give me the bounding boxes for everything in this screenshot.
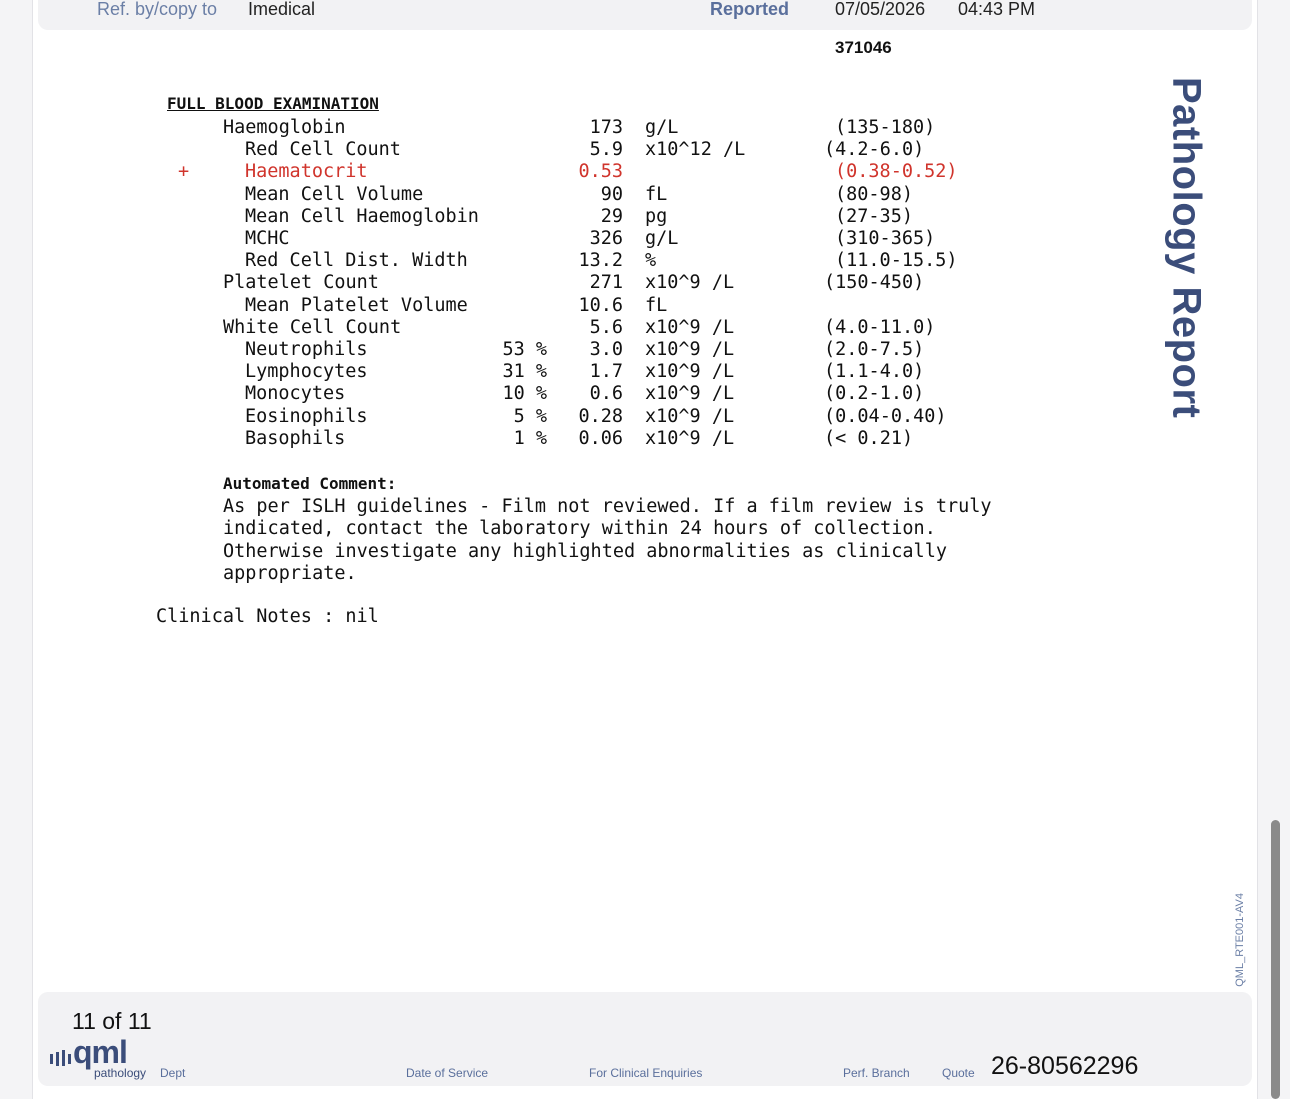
result-row	[0, 317, 1100, 339]
result-reference-range: (< 0.21)	[824, 427, 914, 449]
perf-branch-label: Perf. Branch	[843, 1066, 910, 1080]
result-name: Lymphocytes	[245, 361, 368, 383]
date-of-service-label: Date of Service	[406, 1066, 489, 1080]
result-percent: 10 %	[502, 383, 547, 405]
clinical-enquiries-label: For Clinical Enquiries	[589, 1066, 703, 1080]
result-percent: 5 %	[513, 405, 547, 427]
quote-label: Quote	[942, 1066, 975, 1080]
result-row	[0, 250, 1100, 272]
result-unit: x10^12 /L	[645, 139, 746, 161]
result-row	[0, 428, 1100, 450]
logo-subtext: pathology	[94, 1066, 147, 1080]
comment-title: Automated Comment:	[223, 474, 397, 493]
result-value: 13.2	[578, 250, 623, 272]
lab-number: 371046	[835, 38, 892, 57]
result-reference-range: (0.38-0.52)	[835, 161, 958, 183]
result-reference-range: (80-98)	[835, 183, 913, 205]
result-name: White Cell Count	[223, 316, 402, 338]
result-value: 0.06	[578, 427, 623, 449]
form-code	[1232, 890, 1248, 990]
result-unit: g/L	[645, 117, 679, 138]
result-row	[0, 184, 1100, 206]
result-value: 3.0	[589, 339, 623, 360]
result-name: Haemoglobin	[223, 117, 346, 138]
result-name: Monocytes	[245, 383, 346, 405]
result-unit: g/L	[645, 228, 679, 249]
result-reference-range: (27-35)	[835, 205, 913, 227]
result-name: MCHC	[245, 228, 290, 249]
result-unit: x10^9 /L	[645, 405, 735, 427]
result-name: Red Cell Dist. Width	[245, 250, 468, 272]
result-unit: x10^9 /L	[645, 339, 735, 360]
result-value: 1.7	[589, 361, 623, 383]
result-reference-range: (2.0-7.5)	[824, 339, 925, 360]
result-row	[0, 406, 1100, 428]
result-name: Red Cell Count	[245, 139, 401, 161]
result-reference-range: (135-180)	[835, 117, 936, 138]
logo-mark-icon	[50, 1050, 72, 1066]
result-name: Platelet Count	[223, 272, 379, 294]
result-row	[0, 272, 1100, 294]
side-title-text: Pathology Report	[1164, 77, 1209, 419]
result-row	[0, 361, 1100, 383]
result-reference-range: (4.0-11.0)	[824, 316, 936, 338]
result-value: 5.9	[589, 139, 623, 161]
result-value: 173	[589, 117, 623, 138]
result-value: 29	[600, 205, 623, 227]
result-unit: x10^9 /L	[645, 316, 735, 338]
result-unit: x10^9 /L	[645, 427, 735, 449]
result-percent: 53 %	[502, 339, 547, 360]
comment-line: appropriate.	[223, 563, 357, 584]
result-percent: 1 %	[513, 427, 547, 449]
result-reference-range: (150-450)	[824, 272, 925, 294]
result-reference-range: (0.04-0.40)	[824, 405, 947, 427]
result-name: Neutrophils	[245, 339, 368, 360]
reported-label: Reported	[710, 0, 790, 19]
clinical-notes: Clinical Notes : nil	[156, 606, 379, 627]
result-row	[0, 117, 1100, 139]
result-row	[0, 228, 1100, 250]
result-row	[0, 295, 1100, 317]
qml-logo	[50, 1034, 160, 1082]
page-number: 11 of 11	[72, 1008, 152, 1034]
result-flag: +	[178, 161, 190, 183]
result-reference-range: (310-365)	[835, 228, 936, 249]
dept-label: Dept	[160, 1066, 186, 1080]
form-code-text: QML_RTE001-AV4	[1234, 893, 1246, 987]
scrollbar-thumb[interactable]	[1271, 820, 1280, 1099]
result-unit: fL	[645, 294, 668, 316]
result-name: Mean Platelet Volume	[245, 294, 468, 316]
result-value: 0.6	[589, 383, 623, 405]
result-reference-range: (0.2-1.0)	[824, 383, 925, 405]
result-percent: 31 %	[502, 361, 547, 383]
section-title: FULL BLOOD EXAMINATION	[167, 94, 379, 113]
logo-text: qml	[73, 1034, 127, 1070]
result-name: Eosinophils	[245, 405, 368, 427]
comment-line: Otherwise investigate any highlighted abnormalities as clinically	[223, 541, 947, 562]
ref-by-value: Imedical	[248, 0, 316, 19]
result-row	[0, 383, 1100, 405]
comment-line: As per ISLH guidelines - Film not reviewed. If a film review is truly	[223, 496, 992, 517]
comment-line: indicated, contact the laboratory within 24 hours of collection.	[223, 518, 936, 539]
result-unit: x10^9 /L	[645, 383, 735, 405]
report-header-band	[38, 0, 1252, 30]
result-value: 90	[600, 183, 623, 205]
reported-date: 07/05/2026	[835, 0, 926, 19]
result-unit: fL	[645, 183, 668, 205]
result-value: 0.53	[578, 161, 623, 183]
result-value: 271	[589, 272, 623, 294]
result-name: Mean Cell Volume	[245, 183, 424, 205]
result-row	[0, 339, 1100, 361]
result-name: Haematocrit	[245, 161, 368, 183]
result-value: 326	[589, 228, 623, 249]
result-row	[0, 161, 1100, 183]
result-unit: %	[645, 250, 657, 272]
reported-time: 04:43 PM	[958, 0, 1036, 19]
result-unit: x10^9 /L	[645, 272, 735, 294]
result-value: 0.28	[578, 405, 623, 427]
side-title	[1162, 68, 1210, 428]
result-reference-range: (1.1-4.0)	[824, 361, 925, 383]
result-row	[0, 206, 1100, 228]
result-reference-range: (11.0-15.5)	[835, 250, 958, 272]
result-reference-range: (4.2-6.0)	[824, 139, 925, 161]
result-name: Mean Cell Haemoglobin	[245, 205, 479, 227]
result-value: 10.6	[578, 294, 623, 316]
result-unit: x10^9 /L	[645, 361, 735, 383]
quote-value: 26-80562296	[991, 1052, 1139, 1080]
result-name: Basophils	[245, 427, 346, 449]
ref-by-label: Ref. by/copy to	[97, 0, 218, 19]
result-row	[0, 139, 1100, 161]
result-unit: pg	[645, 205, 668, 227]
result-value: 5.6	[589, 316, 623, 338]
